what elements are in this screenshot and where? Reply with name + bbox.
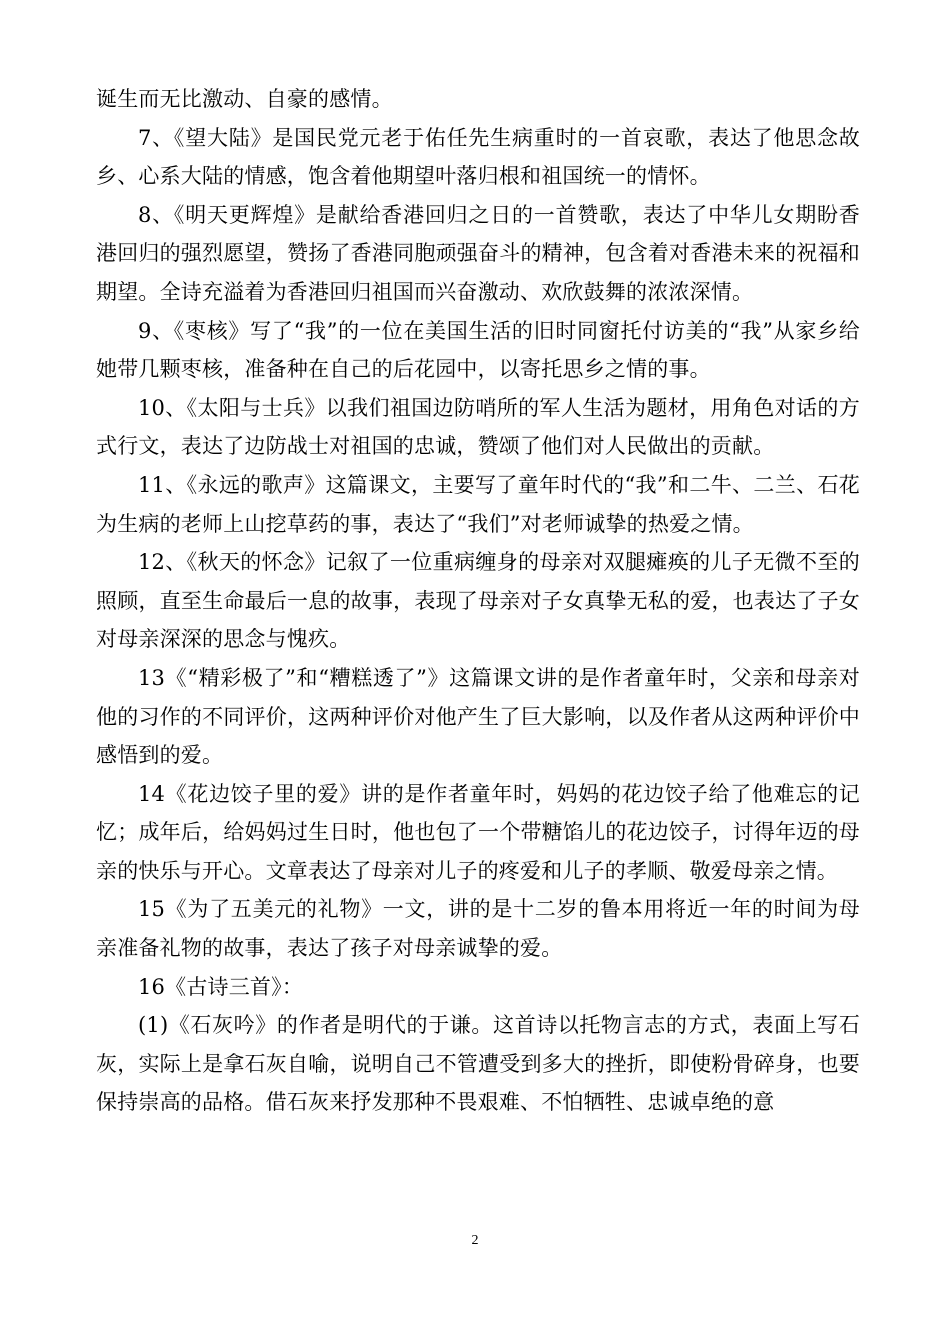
paragraph-item-11: 11、《永远的歌声》这篇课文，主要写了童年时代的“我”和二牛、二兰、石花为生病的老师上山挖草药的事，表达了“我们”对老师诚挚的热爱之情。 <box>96 472 860 536</box>
paragraph-item-10: 10、《太阳与士兵》以我们祖国边防哨所的军人生活为题材，用角色对话的方式行文，表达了边防战士对祖国的忠诚，赞颂了他们对人民做出的贡献。 <box>96 395 860 459</box>
paragraph-item-9: 9、《枣核》写了“我”的一位在美国生活的旧时同窗托付访美的“我”从家乡给她带几颗枣核，准备种在自己的后花园中，以寄托思乡之情的事。 <box>96 318 860 382</box>
paragraph-item-13: 13《“精彩极了”和“糟糕透了”》这篇课文讲的是作者童年时，父亲和母亲对他的习作的不同评价，这两种评价对他产生了巨大影响，以及作者从这两种评价中感悟到的爱。 <box>96 665 860 768</box>
paragraph-item-8: 8、《明天更辉煌》是献给香港回归之日的一首赞歌，表达了中华儿女期盼香港回归的强烈愿望，赞扬了香港同胞顽强奋斗的精神，包含着对香港未来的祝福和期望。全诗充溢着为香港回归祖国而兴奋激动、欢欣鼓舞的浓浓深情。 <box>96 202 860 304</box>
paragraph-continuation: 诞生而无比激动、自豪的感情。 <box>96 87 393 111</box>
document-body <box>96 80 860 1122</box>
paragraph-item-16: 16《古诗三首》： <box>138 974 304 999</box>
paragraph-item-14: 14《花边饺子里的爱》讲的是作者童年时，妈妈的花边饺子给了他难忘的记忆；成年后，给妈妈过生日时，他也包了一个带糖馅儿的花边饺子，讨得年迈的母亲的快乐与开心。文章表达了母亲对儿子的疼爱和儿子的孝顺、敬爱母亲之情。 <box>96 781 860 883</box>
paragraph-item-12: 12、《秋天的怀念》记叙了一位重病缠身的母亲对双腿瘫痪的儿子无微不至的照顾，直至生命最后一息的故事，表现了母亲对子女真挚无私的爱，也表达了子女对母亲深深的思念与愧疚。 <box>96 550 860 652</box>
paragraph-item-16-1: (1)《石灰吟》的作者是明代的于谦。这首诗以托物言志的方式，表面上写石灰，实际上是拿石灰自喻，说明自己不管遭受到多大的挫折，即使粉骨碎身，也要保持崇高的品格。借石灰来抒发那种不畏艰难、不怕牺牲、忠诚卓绝的意 <box>96 1013 860 1115</box>
page-number: 2 <box>471 1233 479 1248</box>
paragraph-item-15: 15《为了五美元的礼物》一文，讲的是十二岁的鲁本用将近一年的时间为母亲准备礼物的故事，表达了孩子对母亲诚挚的爱。 <box>96 897 860 961</box>
paragraph-item-7: 7、《望大陆》是国民党元老于佑任先生病重时的一首哀歌，表达了他思念故乡、心系大陆的情感，饱含着他期望叶落归根和祖国统一的情怀。 <box>96 125 860 189</box>
